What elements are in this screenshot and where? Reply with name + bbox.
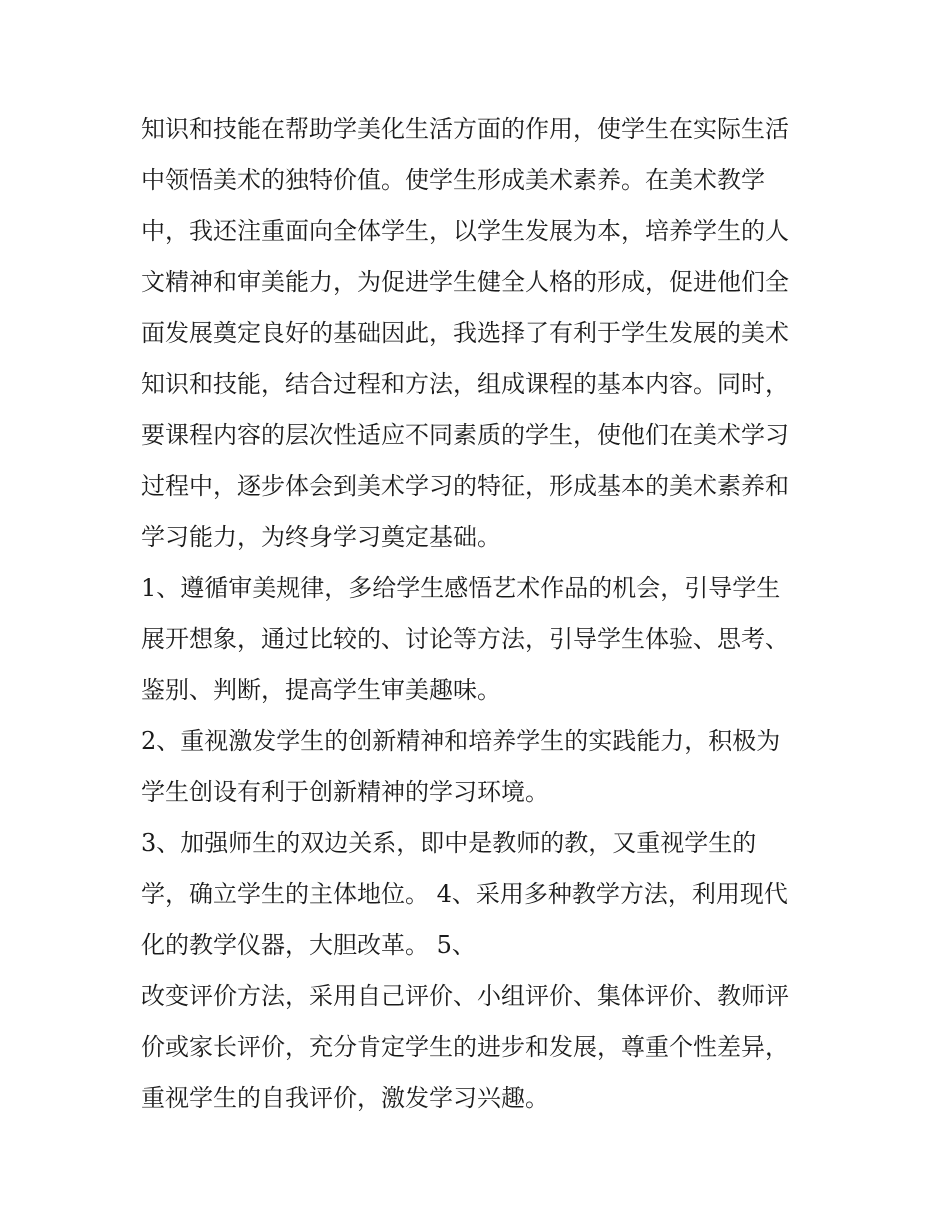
list-item-2-line: 学生创设有利于创新精神的学习环境。 bbox=[141, 778, 549, 806]
text-line: 要课程内容的层次性适应不同素质的学生，使他们在美术学习 bbox=[141, 421, 789, 449]
list-item-5-line: 改变评价方法，采用自己评价、小组评价、集体评价、教师评 bbox=[141, 982, 789, 1010]
list-item-4-5-line: 化的教学仪器，大胆改革。 5、 bbox=[141, 931, 476, 959]
text-line: 过程中，逐步体会到美术学习的特征，形成基本的美术素养和 bbox=[141, 472, 789, 500]
list-item-3-4-line: 学，确立学生的主体地位。 4、采用多种教学方法，利用现代 bbox=[141, 880, 788, 908]
text-line: 中，我还注重面向全体学生，以学生发展为本，培养学生的人 bbox=[141, 217, 789, 245]
body-text bbox=[141, 104, 831, 1124]
list-item-5-line: 重视学生的自我评价，激发学习兴趣。 bbox=[141, 1084, 549, 1112]
list-item-1-line: 展开想象，通过比较的、讨论等方法，引导学生体验、思考、 bbox=[141, 625, 789, 653]
list-item-2-line: 2、重视激发学生的创新精神和培养学生的实践能力，积极为 bbox=[141, 727, 781, 755]
list-item-1-line: 鉴别、判断，提高学生审美趣味。 bbox=[141, 676, 501, 704]
text-line: 文精神和审美能力，为促进学生健全人格的形成，促进他们全 bbox=[141, 268, 789, 296]
text-line: 知识和技能在帮助学美化生活方面的作用，使学生在实际生活 bbox=[141, 115, 789, 143]
list-item-3-line: 3、加强师生的双边关系，即中是教师的教，又重视学生的 bbox=[141, 829, 757, 857]
list-item-1-line: 1、遵循审美规律，多给学生感悟艺术作品的机会，引导学生 bbox=[141, 574, 781, 602]
text-line: 面发展奠定良好的基础因此，我选择了有利于学生发展的美术 bbox=[141, 319, 789, 347]
list-item-5-line: 价或家长评价，充分肯定学生的进步和发展，尊重个性差异， bbox=[141, 1033, 789, 1061]
text-line: 中领悟美术的独特价值。使学生形成美术素养。在美术教学 bbox=[141, 166, 765, 194]
text-line: 学习能力，为终身学习奠定基础。 bbox=[141, 523, 501, 551]
text-line: 知识和技能，结合过程和方法，组成课程的基本内容。同时， bbox=[141, 370, 789, 398]
